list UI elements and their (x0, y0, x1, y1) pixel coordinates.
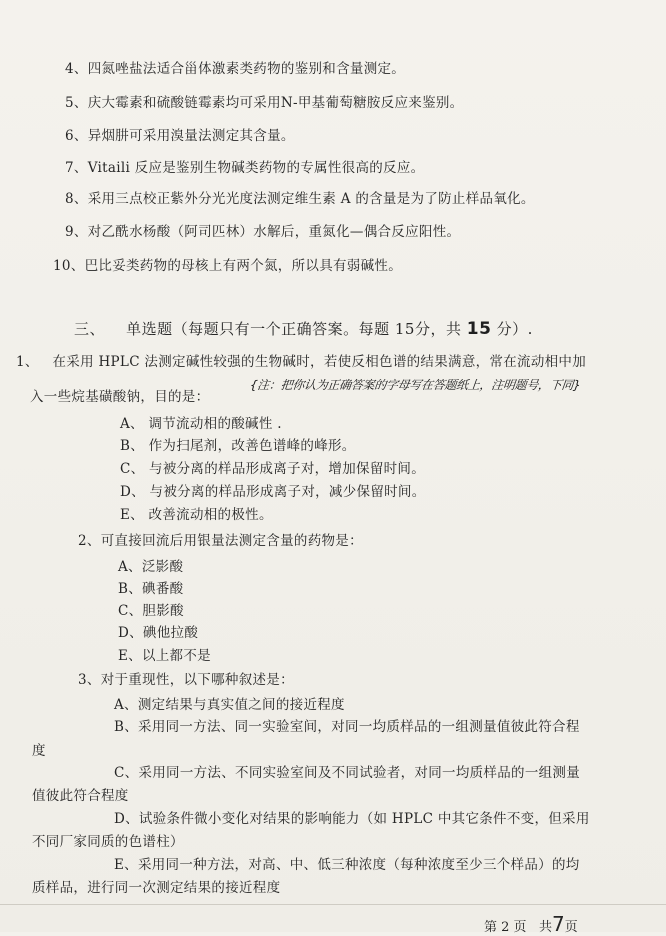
section-heading (74, 320, 533, 338)
page-number: 第 2 页 (484, 920, 527, 935)
q3-option-c: C、采用同一方法、不同实验室间及不同试验者，对同一均质样品的一组测量 (114, 765, 581, 781)
footer-rule (0, 904, 666, 905)
handwritten-note: {注：把你认为正确答案的字母写在答题纸上，注明题号，下同} (249, 378, 582, 392)
q1-option-b: B、 作为扫尾剂，改善色谱峰的峰形。 (120, 438, 356, 454)
tf-item-5: 5、庆大霉素和硫酸链霉素均可采用N-甲基葡萄糖胺反应来鉴别。 (65, 95, 464, 111)
page-footer (484, 912, 578, 936)
total-post: 页 (564, 920, 578, 935)
q2-stem: 2、可直接回流后用银量法测定含量的药物是： (78, 533, 363, 549)
q3-option-b-cont: 度 (32, 743, 46, 759)
q3-option-a: A、测定结果与真实值之间的接近程度 (114, 697, 345, 713)
tf-item-9: 9、对乙酰水杨酸（阿司匹林）水解后，重氮化—偶合反应阳性。 (65, 224, 461, 240)
q3-option-b: B、采用同一方法、同一实验室间，对同一均质样品的一组测量值彼此符合程 (114, 719, 580, 735)
q2-option-a: A、泛影酸 (118, 559, 184, 575)
q1-option-e: E、 改善流动相的极性。 (120, 507, 273, 523)
q3-stem: 3、对于重现性，以下哪种叙述是： (78, 672, 294, 688)
q3-option-e-cont: 质样品，进行同一次测定结果的接近程度 (32, 880, 281, 896)
q3-option-e: E、采用同一种方法，对高、中、低三种浓度（每种浓度至少三个样品）的均 (114, 857, 580, 873)
section-index: 三、 (74, 320, 106, 338)
q1-stem-line1: 1、 在采用 HPLC 法测定碱性较强的生物碱时，若使反相色谱的结果满意，常在流动相中加 (16, 354, 587, 370)
q1-option-a: A、 调节流动相的酸碱性 . (120, 416, 282, 432)
q2-option-c: C、胆影酸 (118, 603, 184, 619)
q3-option-d: D、试验条件微小变化对结果的影响能力（如 HPLC 中其它条件不变，但采用 (114, 811, 590, 827)
tf-item-6: 6、异烟肼可采用溴量法测定其含量。 (65, 128, 295, 144)
tf-item-7: 7、Vitaili 反应是鉴别生物碱类药物的专属性很高的反应。 (65, 160, 425, 176)
q1-option-c: C、 与被分离的样品形成离子对，增加保留时间。 (120, 461, 426, 477)
q1-stem-line2: 入一些烷基磺酸钠，目的是： (30, 389, 210, 405)
tf-item-10: 10、巴比妥类药物的母核上有两个氮，所以具有弱碱性。 (53, 258, 402, 274)
section-title: 单选题（每题只有一个正确答案。每题 15分，共 (126, 320, 467, 338)
q2-option-d: D、碘他拉酸 (118, 625, 199, 641)
section-score: 15 (466, 319, 492, 339)
q2-option-e: E、以上都不是 (118, 648, 211, 664)
tf-item-8: 8、采用三点校正紫外分光光度法测定维生素 A 的含量是为了防止样品氧化。 (65, 191, 535, 207)
q3-option-d-cont: 不同厂家同质的色谱柱） (32, 834, 184, 850)
tf-item-4: 4、四氮唑盐法适合甾体激素类药物的鉴别和含量测定。 (65, 61, 406, 77)
section-title-end: 分）. (491, 320, 533, 338)
q2-option-b: B、碘番酸 (118, 581, 184, 597)
total-pages: 7 (551, 912, 565, 936)
q3-option-c-cont: 值彼此符合程度 (32, 788, 129, 804)
total-pre: 共 (538, 920, 552, 935)
q1-option-d: D、 与被分离的样品形成离子对，减少保留时间。 (120, 484, 426, 500)
